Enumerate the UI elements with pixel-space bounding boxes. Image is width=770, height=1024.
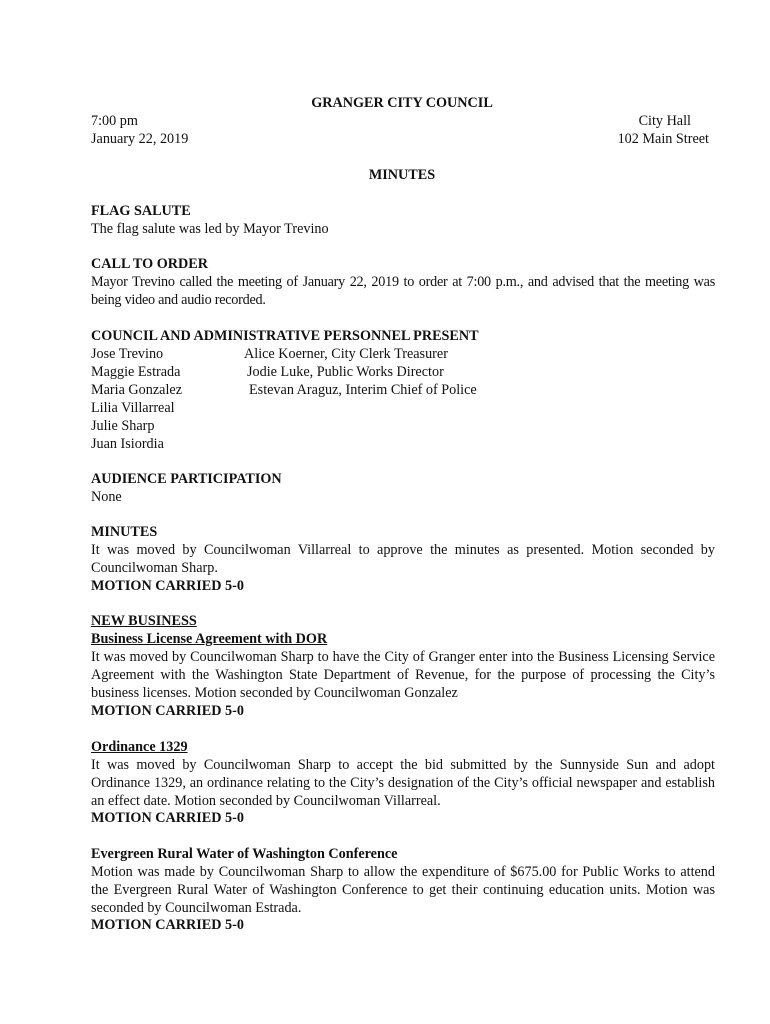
- business-item-text: It was moved by Councilwoman Sharp to accept the bid submitted by the Sunnyside Sun and adopt Ordinance 1329, an ordinance relating to the City’s designation of the City’s official newspaper and establish an effect date. Motion seconded by Councilwoman Villarreal.: [91, 757, 715, 809]
- business-item-title: Ordinance 1329: [91, 739, 188, 755]
- document-type: MINUTES: [368, 167, 436, 183]
- council-member: Jose Trevino: [91, 346, 164, 362]
- minutes-heading: MINUTES: [91, 524, 158, 540]
- business-item-result: MOTION CARRIED 5-0: [91, 917, 244, 933]
- meeting-time: 7:00 pm: [91, 113, 138, 129]
- flag-salute-text: The flag salute was led by Mayor Trevino: [91, 221, 329, 237]
- flag-salute-heading: FLAG SALUTE: [91, 203, 191, 219]
- audience-text: None: [91, 489, 122, 505]
- minutes-text: It was moved by Councilwoman Villarreal to approve the minutes as presented. Motion seconded by Councilwoman Sharp.: [91, 542, 715, 576]
- new-business-heading: NEW BUSINESS: [91, 613, 197, 629]
- business-item-text: It was moved by Councilwoman Sharp to have the City of Granger enter into the Business Licensing Service Agreement with the Washington State Department of Revenue, for the purpose of processing the City’s business licenses. Motion seconded by Councilwoman Gonzalez: [91, 649, 715, 701]
- council-member: Maggie Estrada: [91, 364, 181, 380]
- meeting-address: 102 Main Street: [617, 131, 709, 147]
- staff-member: Estevan Araguz, Interim Chief of Police: [249, 382, 477, 398]
- council-member: Julie Sharp: [91, 418, 155, 434]
- council-member: Maria Gonzalez: [91, 382, 182, 398]
- council-members-list: [91, 345, 182, 453]
- business-item-text: Motion was made by Councilwoman Sharp to allow the expenditure of $675.00 for Public Works to attend the Evergreen Rural Water of Washington Conference to get their continuing education units. Motion was seconded by Councilwoman Estrada.: [91, 864, 715, 916]
- business-item-title: Evergreen Rural Water of Washington Conference: [91, 846, 398, 862]
- audience-heading: AUDIENCE PARTICIPATION: [91, 471, 282, 487]
- council-title: GRANGER CITY COUNCIL: [311, 95, 493, 111]
- call-to-order-heading: CALL TO ORDER: [91, 256, 208, 272]
- minutes-result: MOTION CARRIED 5-0: [91, 578, 244, 594]
- staff-member: Jodie Luke, Public Works Director: [247, 364, 444, 380]
- meeting-venue: City Hall: [638, 113, 691, 129]
- meeting-date: January 22, 2019: [91, 131, 189, 147]
- council-member: Juan Isiordia: [91, 436, 164, 452]
- business-item-result: MOTION CARRIED 5-0: [91, 810, 244, 826]
- call-to-order-text: Mayor Trevino called the meeting of January 22, 2019 to order at 7:00 p.m., and advised that the meeting was being video and audio recorded.: [91, 274, 715, 308]
- personnel-heading: COUNCIL AND ADMINISTRATIVE PERSONNEL PRESENT: [91, 328, 479, 344]
- business-item-result: MOTION CARRIED 5-0: [91, 703, 244, 719]
- council-member: Lilia Villarreal: [91, 400, 175, 416]
- business-item-title: Business License Agreement with DOR: [91, 631, 328, 647]
- staff-member: Alice Koerner, City Clerk Treasurer: [244, 346, 448, 362]
